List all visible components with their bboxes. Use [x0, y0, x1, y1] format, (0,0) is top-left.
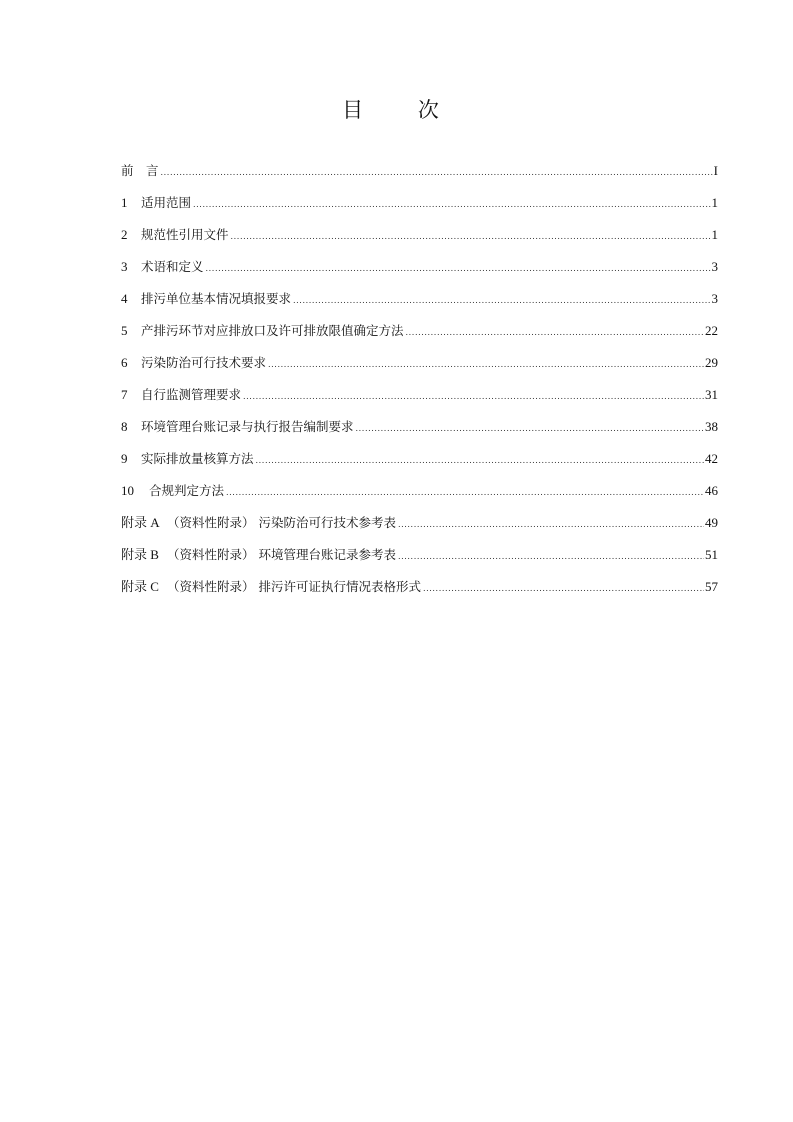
toc-leader-dots [356, 418, 704, 440]
toc-entry-page: 1 [711, 195, 718, 210]
toc-leader-dots [243, 386, 704, 408]
toc-entry-number: 附录 C [121, 579, 159, 594]
toc-entry-text: 前 言 [121, 163, 159, 178]
toc-entry-label [121, 224, 230, 246]
toc-entry-label [121, 320, 405, 342]
toc-leader-dots [398, 514, 704, 536]
toc-entry-page: 29 [705, 355, 718, 370]
toc-leader-dots [256, 450, 704, 472]
toc-leader-dots [206, 258, 711, 280]
toc-entry-number: 8 [121, 419, 128, 434]
toc-entry-6[interactable] [121, 352, 718, 384]
toc-entry-appendix-b[interactable] [121, 544, 718, 576]
toc-entry-7[interactable] [121, 384, 718, 416]
toc-entry-page: 51 [705, 547, 718, 562]
toc-leader-dots [398, 546, 704, 568]
toc-entry-page: 46 [705, 483, 718, 498]
toc-entry-label [121, 192, 192, 214]
toc-list [121, 160, 718, 608]
toc-entry-2[interactable] [121, 224, 718, 256]
toc-entry-label [121, 480, 225, 502]
toc-entry-label [121, 352, 267, 374]
toc-entry-number: 7 [121, 387, 128, 402]
toc-entry-text: 术语和定义 [141, 259, 204, 274]
toc-entry-appendix-a[interactable] [121, 512, 718, 544]
toc-entry-page: 3 [711, 259, 718, 274]
toc-entry-label [121, 544, 397, 566]
toc-entry-page: 38 [705, 419, 718, 434]
toc-entry-label [121, 384, 242, 406]
toc-entry-10[interactable] [121, 480, 718, 512]
toc-entry-label [121, 448, 255, 470]
toc-entry-text: 规范性引用文件 [141, 227, 229, 242]
toc-entry-text: 环境管理台账记录与执行报告编制要求 [141, 419, 354, 434]
toc-entry-page: I [713, 163, 718, 178]
toc-entry-page: 42 [705, 451, 718, 466]
toc-entry-number: 4 [121, 291, 128, 306]
toc-entry-text: 产排污环节对应排放口及许可排放限值确定方法 [141, 323, 404, 338]
toc-entry-text: 自行监测管理要求 [141, 387, 242, 402]
toc-entry-number: 9 [121, 451, 128, 466]
toc-entry-label [121, 576, 422, 598]
toc-entry-text: 污染防治可行技术要求 [141, 355, 267, 370]
toc-entry-text: 适用范围 [141, 195, 192, 210]
toc-leader-dots [423, 578, 704, 600]
toc-entry-page: 49 [705, 515, 718, 530]
toc-entry-text: （资料性附录） 排污许可证执行情况表格形式 [167, 579, 421, 594]
toc-entry-number: 附录 B [121, 547, 159, 562]
toc-entry-label [121, 512, 397, 534]
toc-entry-number: 5 [121, 323, 128, 338]
toc-entry-8[interactable] [121, 416, 718, 448]
toc-entry-page: 3 [711, 291, 718, 306]
toc-entry-page: 1 [711, 227, 718, 242]
toc-leader-dots [406, 322, 704, 344]
toc-entry-text: 合规判定方法 [149, 483, 225, 498]
toc-entry-4[interactable] [121, 288, 718, 320]
toc-entry-text: （资料性附录） 环境管理台账记录参考表 [167, 547, 396, 562]
toc-entry-number: 附录 A [121, 515, 160, 530]
toc-leader-dots [231, 226, 711, 248]
toc-entry-number: 6 [121, 355, 128, 370]
toc-entry-preface[interactable] [121, 160, 718, 192]
toc-entry-label [121, 256, 205, 278]
toc-leader-dots [161, 162, 713, 184]
toc-entry-label [121, 160, 160, 182]
toc-entry-9[interactable] [121, 448, 718, 480]
toc-leader-dots [293, 290, 710, 312]
toc-entry-text: 实际排放量核算方法 [141, 451, 254, 466]
toc-entry-number: 3 [121, 259, 128, 274]
toc-entry-page: 31 [705, 387, 718, 402]
toc-entry-5[interactable] [121, 320, 718, 352]
toc-entry-1[interactable] [121, 192, 718, 224]
toc-leader-dots [268, 354, 704, 376]
toc-entry-number: 2 [121, 227, 128, 242]
toc-entry-text: 排污单位基本情况填报要求 [141, 291, 292, 306]
toc-leader-dots [193, 194, 710, 216]
toc-entry-page: 57 [705, 579, 718, 594]
toc-entry-label [121, 416, 355, 438]
toc-entry-text: （资料性附录） 污染防治可行技术参考表 [167, 515, 396, 530]
toc-leader-dots [226, 482, 704, 504]
toc-entry-page: 22 [705, 323, 718, 338]
toc-title: 目 次 [342, 98, 463, 122]
toc-entry-appendix-c[interactable] [121, 576, 718, 608]
toc-entry-3[interactable] [121, 256, 718, 288]
toc-entry-label [121, 288, 292, 310]
toc-entry-number: 10 [121, 483, 134, 498]
toc-entry-number: 1 [121, 195, 128, 210]
